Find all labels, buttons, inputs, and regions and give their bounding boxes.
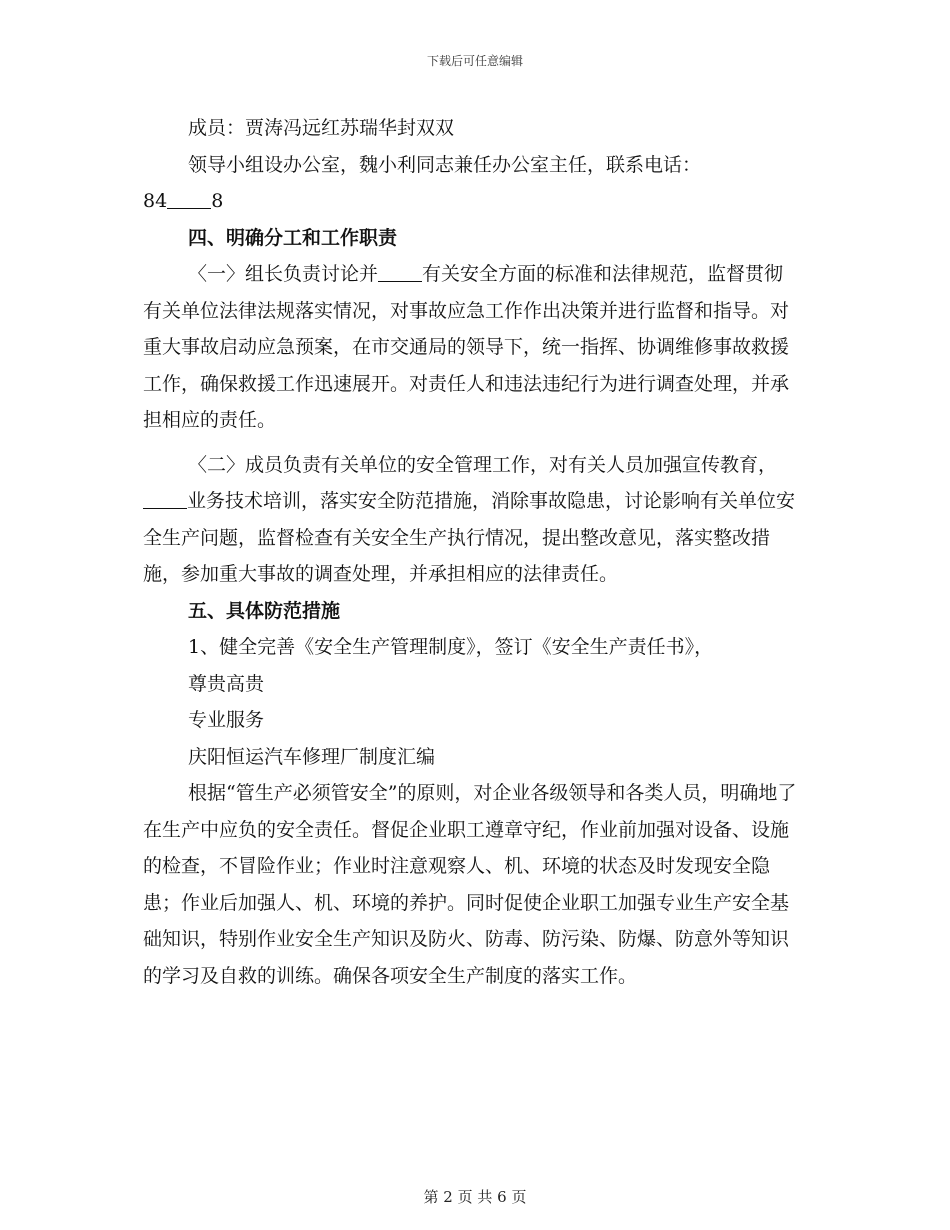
- members-line: 成员：贾涛冯远红苏瑞华封双双: [188, 117, 455, 139]
- slogan-line-1: 尊贵高贵: [188, 672, 265, 695]
- section-4-heading: 四、明确分工和工作职责: [188, 226, 398, 249]
- fill-blank: [167, 190, 211, 209]
- phone-line: [143, 183, 798, 220]
- page-header: 下载后可任意编辑: [426, 54, 523, 68]
- section-5-item-1: 1、健全完善《安全生产管理制度》，签订《安全生产责任书》，: [188, 636, 714, 658]
- paragraph-text: 〈一〉组长负责讨论并: [188, 263, 379, 285]
- fill-blank: [378, 263, 422, 282]
- document-title-line: 庆阳恒运汽车修理厂制度汇编: [188, 745, 436, 768]
- phone-prefix: 84: [143, 190, 168, 212]
- office-line: 领导小组设办公室，魏小利同志兼任办公室主任，联系电话：: [188, 153, 702, 176]
- fill-blank: [143, 490, 187, 509]
- section-4-paragraph-1: [143, 256, 798, 439]
- section-5-heading: 五、具体防范措施: [188, 599, 341, 622]
- section-5-paragraph: 根据“管生产必须管安全”的原则，对企业各级领导和各类人员，明确地了在生产中应负的安全责任。督促企业职工遵章守纪，作业前加强对设备、设施的检查，不冒险作业；作业时注意观察人、机、环境的状态及时发现安全隐患；作业后加强人、机、环境的养护。同时促使企业职工加强专业生产安全基础知识，特别作业安全生产知识及防火、防毒、防污染、防爆、防意外等知识的学习及自救的训练。确保各项安全生产制度的落实工作。: [143, 782, 797, 987]
- phone-suffix: 8: [211, 190, 224, 212]
- document-body: [143, 110, 798, 994]
- section-4-paragraph-2: [143, 447, 798, 593]
- slogan-line-2: 专业服务: [188, 709, 265, 731]
- paragraph-text: 业务技术培训，落实安全防范措施，消除事故隐患，讨论影响有关单位安全生产问题，监督检查有关安全生产执行情况，提出整改意见，落实整改措施，参加重大事故的调查处理，并承担相应的法律责任。: [143, 490, 796, 585]
- page-footer: 第 2 页 共 6 页: [423, 1188, 527, 1206]
- paragraph-text: 〈二〉成员负责有关单位的安全管理工作，对有关人员加强宣传教育，: [188, 453, 778, 476]
- paragraph-text: 有关安全方面的标准和法律规范，监督贯彻有关单位法律法规落实情况，对事故应急工作作出决策并进行监督和指导。对重大事故启动应急预案，在市交通局的领导下，统一指挥、协调维修事故救援工作，确保救援工作迅速展开。对责任人和违法违纪行为进行调查处理，并承担相应的责任。: [143, 263, 790, 431]
